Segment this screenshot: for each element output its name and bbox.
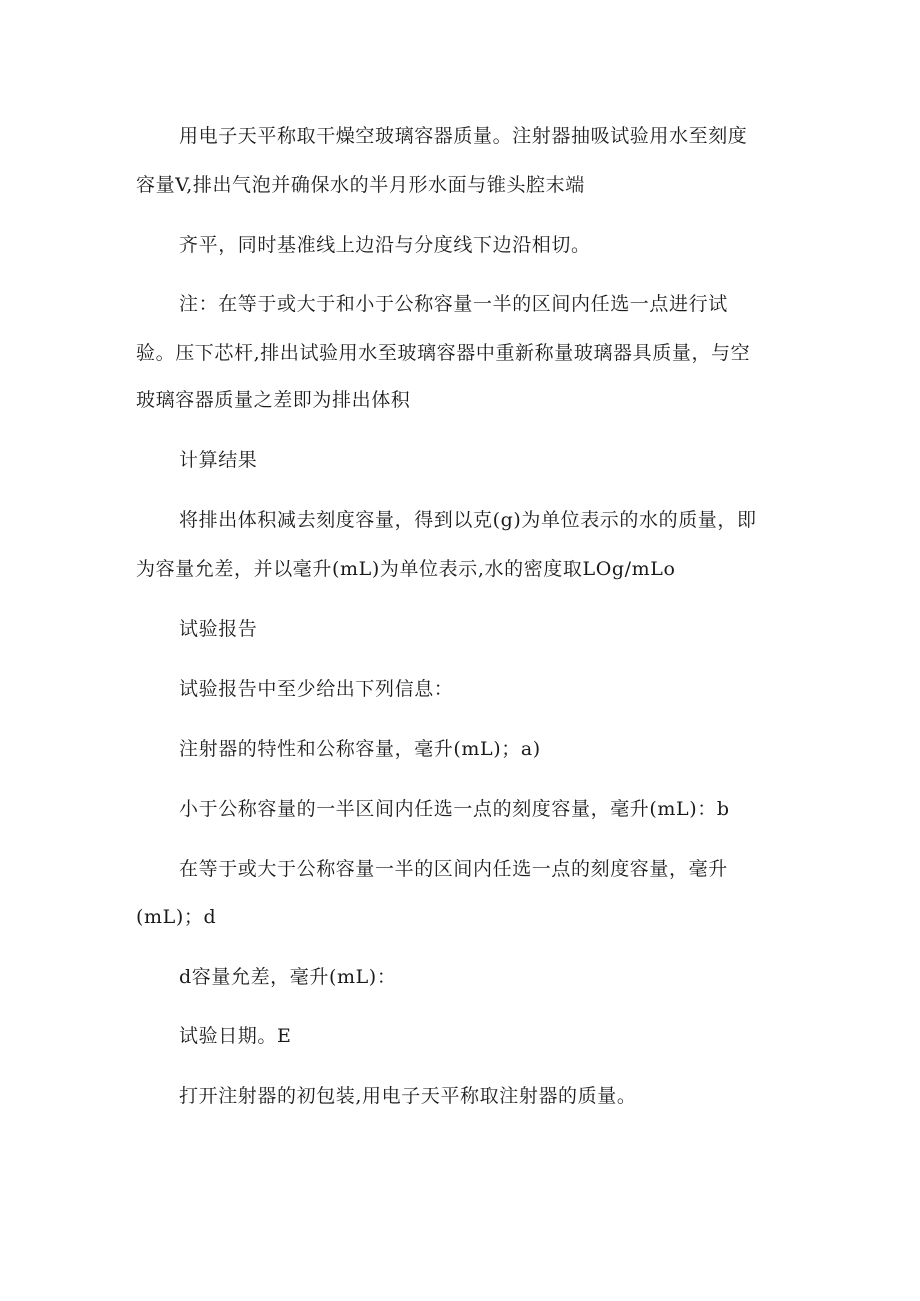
- note-line: 验。压下芯杆,排出试验用水至玻璃容器中重新称量玻璃器具质量，与空: [136, 342, 751, 364]
- list-item: 在等于或大于公称容量一半的区间内任选一点的刻度容量，毫升: [179, 858, 728, 880]
- note-line: 玻璃容器质量之差即为排出体积: [136, 389, 411, 411]
- section-heading-calculation: 计算结果: [179, 449, 258, 471]
- paragraph-line: 将排出体积减去刻度容量，得到以克(g)为单位表示的水的质量，即: [179, 509, 757, 531]
- list-item: 注射器的特性和公称容量，毫升(mL)；a): [179, 738, 541, 760]
- list-item: 小于公称容量的一半区间内任选一点的刻度容量，毫升(mL)：b: [179, 798, 730, 820]
- list-item: d容量允差，毫升(mL)：: [179, 966, 397, 988]
- list-item-continuation: (mL)；d: [136, 906, 217, 928]
- list-item: 试验日期。E: [179, 1025, 292, 1047]
- paragraph-line: 齐平，同时基准线上边沿与分度线下边沿相切。: [179, 234, 591, 256]
- paragraph-line: 用电子天平称取干燥空玻璃容器质量。注射器抽吸试验用水至刻度: [179, 125, 748, 147]
- paragraph-line: 容量V,排出气泡并确保水的半月形水面与锥头腔末端: [136, 174, 585, 196]
- paragraph-line: 为容量允差，并以毫升(mL)为单位表示,水的密度取LOg/mLo: [136, 558, 676, 580]
- paragraph-line: 试验报告中至少给出下列信息：: [179, 678, 454, 700]
- note-line: 注：在等于或大于和小于公称容量一半的区间内任选一点进行试: [179, 293, 728, 315]
- paragraph-line: 打开注射器的初包装,用电子天平称取注射器的质量。: [179, 1085, 637, 1107]
- section-heading-report: 试验报告: [179, 618, 258, 640]
